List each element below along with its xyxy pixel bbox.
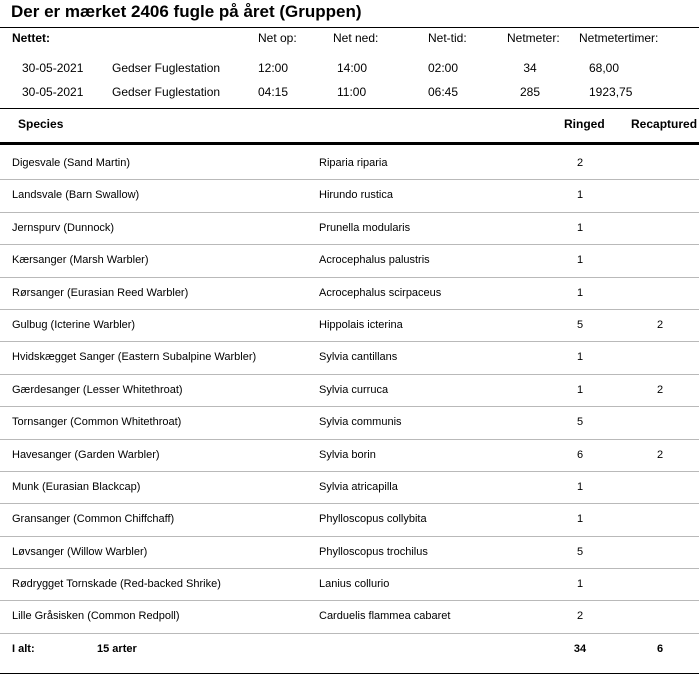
species-latin: Sylvia borin	[319, 448, 376, 461]
species-latin: Sylvia curruca	[319, 383, 389, 396]
ringed-count: 2	[576, 157, 584, 169]
net-date: 30-05-2021	[22, 85, 84, 99]
ringed-count: 5	[576, 318, 584, 331]
net-op-value: 04:15	[258, 85, 289, 99]
species-name: Gulbug (Icterine Warbler)	[12, 318, 136, 331]
netmeter-value: 285	[519, 85, 541, 99]
species-name: Gærdesanger (Lesser Whitethroat)	[12, 383, 183, 396]
species-name: Landsvale (Barn Swallow)	[12, 189, 140, 202]
netmetertimer-value: 68,00	[589, 61, 620, 75]
total-label: I alt:	[12, 643, 35, 655]
species-name: Gransanger (Common Chiffchaff)	[12, 513, 175, 526]
net-ned-value: 11:00	[337, 85, 367, 99]
table-row	[0, 440, 699, 472]
table-row	[0, 245, 699, 277]
table-row	[0, 213, 699, 245]
title-divider	[0, 27, 699, 28]
species-name: Lille Gråsisken (Common Redpoll)	[12, 610, 180, 623]
species-latin: Phylloscopus collybita	[319, 513, 427, 526]
species-latin: Riparia riparia	[319, 157, 388, 169]
species-name: Munk (Eurasian Blackcap)	[12, 480, 141, 493]
table-row	[0, 407, 699, 439]
ringed-count: 1	[576, 480, 584, 493]
ringed-count: 1	[576, 351, 584, 364]
ringed-count: 1	[576, 578, 584, 591]
net-ned-value: 14:00	[337, 61, 368, 75]
species-name: Havesanger (Garden Warbler)	[12, 448, 160, 461]
species-name: Jernspurv (Dunnock)	[12, 221, 115, 234]
species-name: Digesvale (Sand Martin)	[12, 157, 130, 169]
net-op-header: Net op:	[258, 31, 297, 45]
net-row	[0, 85, 699, 105]
species-latin: Sylvia communis	[319, 416, 402, 429]
netmeter-value: 34	[523, 61, 537, 75]
species-latin: Sylvia atricapilla	[319, 480, 398, 493]
species-name: Kærsanger (Marsh Warbler)	[12, 254, 149, 267]
total-row	[0, 640, 699, 660]
table-row	[0, 180, 699, 212]
ringed-count: 1	[576, 189, 584, 202]
ringed-header: Ringed	[564, 117, 605, 131]
netmeter-header: Netmeter:	[507, 31, 560, 45]
net-date: 30-05-2021	[22, 61, 84, 75]
recaptured-count: 2	[656, 383, 664, 396]
species-name: Rødrygget Tornskade (Red-backed Shrike)	[12, 578, 221, 591]
net-tid-value: 06:45	[428, 85, 459, 99]
report-title: Der er mærket 2406 fugle på året (Gruppen)	[11, 2, 362, 21]
net-tid-header: Net-tid:	[428, 31, 467, 45]
species-name: Løvsanger (Willow Warbler)	[12, 545, 148, 558]
table-row	[0, 375, 699, 407]
total-ringed: 34	[573, 643, 587, 655]
net-station: Gedser Fuglestation	[112, 61, 221, 75]
net-label: Nettet:	[12, 31, 50, 45]
table-row	[0, 310, 699, 342]
species-latin: Acrocephalus palustris	[319, 254, 430, 267]
species-latin: Sylvia cantillans	[319, 351, 398, 364]
total-recaptured: 6	[656, 643, 664, 655]
table-row	[0, 278, 699, 310]
ringed-count: 2	[576, 610, 584, 623]
net-divider	[0, 108, 699, 109]
recaptured-count: 2	[656, 318, 664, 331]
species-name: Rørsanger (Eurasian Reed Warbler)	[12, 286, 189, 299]
species-header: Species	[18, 117, 64, 131]
ringed-count: 1	[576, 513, 584, 526]
table-row	[0, 537, 699, 569]
species-latin: Carduelis flammea cabaret	[319, 610, 451, 623]
species-latin: Phylloscopus trochilus	[319, 545, 428, 558]
header-divider	[0, 142, 699, 145]
table-row	[0, 504, 699, 536]
net-op-value: 12:00	[258, 61, 289, 75]
ringed-count: 1	[576, 383, 584, 396]
ringed-count: 6	[576, 448, 584, 461]
net-station: Gedser Fuglestation	[112, 85, 221, 99]
table-row	[0, 569, 699, 601]
ringed-count: 1	[576, 286, 584, 299]
ringed-count: 1	[576, 221, 584, 234]
net-tid-value: 02:00	[428, 61, 459, 75]
ringed-count: 5	[576, 545, 584, 558]
ringed-count: 5	[576, 416, 584, 429]
net-row	[0, 61, 699, 81]
species-name: Hvidskægget Sanger (Eastern Subalpine Warbler)	[12, 351, 257, 364]
table-row	[0, 148, 699, 180]
recaptured-count: 2	[656, 448, 664, 461]
net-ned-header: Net ned:	[333, 31, 379, 45]
species-latin: Acrocephalus scirpaceus	[319, 286, 442, 299]
table-row	[0, 472, 699, 504]
species-latin: Lanius collurio	[319, 578, 390, 591]
species-name: Tornsanger (Common Whitethroat)	[12, 416, 182, 429]
netmetertimer-value: 1923,75	[589, 85, 633, 99]
species-count: 15 arter	[97, 643, 137, 655]
species-table	[0, 148, 699, 634]
species-latin: Hippolais icterina	[319, 318, 403, 331]
recaptured-header: Recaptured	[631, 117, 698, 131]
species-latin: Prunella modularis	[319, 221, 411, 234]
bottom-divider	[0, 673, 699, 674]
table-row	[0, 342, 699, 374]
netmetertimer-header: Netmetertimer:	[579, 31, 659, 45]
ringed-count: 1	[576, 254, 584, 267]
species-latin: Hirundo rustica	[319, 189, 393, 202]
table-row	[0, 601, 699, 633]
